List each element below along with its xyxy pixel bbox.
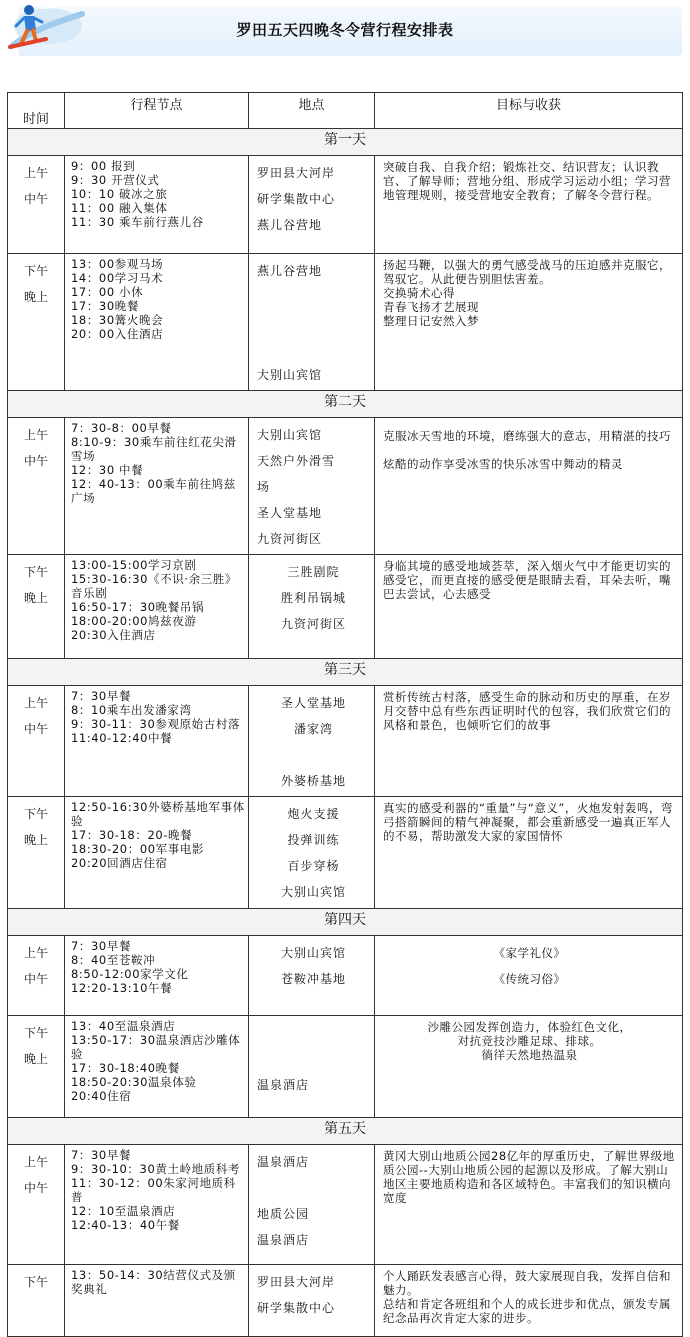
- location-item: 潘家湾: [293, 722, 333, 736]
- node-item: 12：30 中餐: [71, 463, 144, 477]
- location-item: 胜利吊锅城: [280, 591, 346, 605]
- node-item: 8：10乘车出发潘家湾: [71, 703, 192, 717]
- day-label: 第四天: [8, 909, 683, 936]
- node-item: 17：30-18:40晚餐: [71, 1061, 180, 1075]
- schedule-row: [8, 686, 683, 797]
- location-item: [257, 1175, 370, 1201]
- time-slot: 晚上: [23, 833, 48, 847]
- location-item: 大别山宾馆: [280, 946, 346, 960]
- node-item: 12：10至温泉酒店: [71, 1204, 176, 1218]
- header-goal: 目标与收获: [375, 93, 683, 129]
- node-item: 13:00-15:00学习京剧: [71, 558, 197, 572]
- location-item: 圣人堂基地: [280, 696, 346, 710]
- day-row: [8, 659, 683, 686]
- time-cell: [8, 1016, 65, 1118]
- location-item: 百步穿杨: [287, 859, 340, 873]
- node-item: 12:40-13：40午餐: [71, 1218, 180, 1232]
- location-item: [257, 742, 370, 768]
- location-item: 研学集散中心: [257, 192, 336, 206]
- node-item: 20:30入住酒店: [71, 628, 156, 642]
- node-item: 13：00参观马场: [71, 257, 164, 271]
- page-title: 罗田五天四晚冬令营行程安排表: [236, 21, 454, 39]
- location-cell: [249, 797, 375, 909]
- time-slot: 上午: [23, 166, 48, 180]
- location-cell: [249, 1265, 375, 1337]
- day-row: [8, 1118, 683, 1145]
- node-cell: [65, 1145, 249, 1265]
- location-item: 燕儿谷营地: [257, 218, 323, 232]
- location-cell: [249, 418, 375, 555]
- goal-cell: [375, 1265, 683, 1337]
- node-item: 9：00 报到: [71, 159, 136, 173]
- time-slot: 晚上: [23, 1052, 48, 1066]
- time-cell: [8, 1265, 65, 1337]
- goal-text: 个人踊跃发表感言心得，鼓大家展现自我，发挥自信和魅力。 总结和肯定各班组和个人的成长进步和优点，颁发专属纪念品再次肯定大家的进步。: [383, 1269, 671, 1325]
- location-item: 投弹训练: [287, 833, 340, 847]
- time-slot: 中午: [23, 972, 48, 986]
- time-slot: 上午: [23, 696, 48, 710]
- node-item: 9：30-10：30黄土岭地质科考: [71, 1162, 241, 1176]
- location-item: 燕儿谷营地: [257, 264, 323, 278]
- location-cell: [249, 686, 375, 797]
- node-item: 9：30-11：30参观原始古村落: [71, 717, 241, 731]
- location-item: 温泉酒店: [257, 1155, 310, 1169]
- node-item: 8：40至苍鞍冲: [71, 953, 156, 967]
- location-item: 大别山宾馆: [280, 885, 346, 899]
- node-item: 13:50-17：30温泉酒店沙雕体验: [71, 1033, 241, 1061]
- goal-text: 真实的感受利器的“重量”与“意义”，火炮发射轰鸣，弯弓搭箭瞬间的精气神凝聚，都会重新感受一遍真正军人的不易，帮助激发大家的家国情怀: [383, 801, 673, 843]
- node-item: 20：00入住酒店: [71, 327, 164, 341]
- node-cell: [65, 1265, 249, 1337]
- time-cell: [8, 555, 65, 659]
- schedule-row: [8, 418, 683, 555]
- day-label: 第五天: [8, 1118, 683, 1145]
- location-item: 天然户外滑雪: [257, 454, 336, 468]
- node-item: 7：30早餐: [71, 1148, 132, 1162]
- location-cell: [249, 1016, 375, 1118]
- location-item: [257, 310, 370, 336]
- goal-cell: [375, 418, 683, 555]
- location-cell: [249, 1145, 375, 1265]
- schedule-row: [8, 555, 683, 659]
- time-cell: [8, 1145, 65, 1265]
- day-label: 第三天: [8, 659, 683, 686]
- location-item: 温泉酒店: [257, 1233, 310, 1247]
- location-item: 地质公园: [257, 1207, 310, 1221]
- node-item: 12:20-13:10午餐: [71, 981, 173, 995]
- goal-text: 突破自我、自我介绍；锻炼社交、结识营友；认识教官、了解导师；营地分组、形成学习运动小组；学习营地管理规则，接受营地安全教育；了解冬令营行程。: [383, 160, 671, 202]
- goal-cell: [375, 555, 683, 659]
- node-item: 18：30篝火晚会: [71, 313, 164, 327]
- node-item: 16:50-17：30晚餐吊锅: [71, 600, 205, 614]
- node-cell: [65, 156, 249, 254]
- schedule-row: [8, 1145, 683, 1265]
- time-slot: 晚上: [23, 591, 48, 605]
- node-item: 12：40-13：00乘车前往鸠兹广场: [71, 477, 236, 505]
- time-slot: 晚上: [23, 290, 48, 304]
- time-cell: [8, 686, 65, 797]
- schedule-row: [8, 797, 683, 909]
- node-cell: [65, 418, 249, 555]
- node-item: 13：50-14：30结营仪式及颁奖典礼: [71, 1268, 236, 1296]
- goal-text: 克服冰天雪地的环境，磨练强大的意志，用精湛的技巧炫酷的动作享受冰雪的快乐冰雪中舞动的精灵: [383, 429, 671, 471]
- day-label: 第一天: [8, 129, 683, 156]
- location-item: 温泉酒店: [257, 1078, 310, 1092]
- location-cell: [249, 555, 375, 659]
- goal-cell: [375, 1016, 683, 1118]
- node-item: 18:50-20:30温泉体验: [71, 1075, 197, 1089]
- location-item: 大别山宾馆: [257, 428, 323, 442]
- goal-text: 扬起马鞭，以强大的勇气感受战马的压迫感并克服它，驾驭它。从此便告别胆怯害羞。 交换骑术心得 青春飞扬才艺展现 整理日记安然入梦: [383, 258, 671, 328]
- time-slot: 中午: [23, 192, 48, 206]
- time-slot: 中午: [23, 722, 48, 736]
- goal-text: 沙雕公园发挥创造力，体验红色文化， 对抗竞技沙雕足球、排球。 徜徉天然地热温泉: [427, 1020, 632, 1062]
- goal-cell: [375, 686, 683, 797]
- node-item: 7：30早餐: [71, 939, 132, 953]
- time-cell: [8, 254, 65, 391]
- node-item: 20:20回酒店住宿: [71, 856, 168, 870]
- goal-cell: [375, 156, 683, 254]
- node-item: 11：00 融入集体: [71, 201, 168, 215]
- location-item: 九资河街区: [280, 617, 346, 631]
- node-item: 14：00学习马术: [71, 271, 164, 285]
- node-item: 7：30-8：00早餐: [71, 421, 172, 435]
- node-item: 17：30晚餐: [71, 299, 139, 313]
- node-item: 17：00 小休: [71, 285, 144, 299]
- location-item: 场: [257, 480, 271, 494]
- goal-cell: [375, 254, 683, 391]
- schedule-row: [8, 936, 683, 1016]
- location-item: 研学集散中心: [257, 1301, 336, 1315]
- schedule-row: [8, 254, 683, 391]
- time-cell: [8, 418, 65, 555]
- location-item: [257, 1020, 370, 1046]
- time-slot: 下午: [23, 1026, 48, 1040]
- node-item: 11：30 乘车前行燕儿谷: [71, 215, 204, 229]
- day-label: 第二天: [8, 391, 683, 418]
- node-cell: [65, 797, 249, 909]
- time-slot: 中午: [23, 454, 48, 468]
- location-item: 苍鞍冲基地: [280, 972, 346, 986]
- node-item: 18:00-20:00鸠兹夜游: [71, 614, 197, 628]
- header-location: 地点: [249, 93, 375, 129]
- goal-item: 《家学礼仪》: [493, 946, 566, 960]
- node-item: 10：10 破冰之旅: [71, 187, 168, 201]
- goal-text: 黄冈大别山地质公园28亿年的厚重历史，了解世界级地质公园--大别山地质公园的起源以及形成。了解大别山地区主要地质构造和各区域特色。丰富我们的知识横向宽度: [383, 1149, 675, 1205]
- node-item: 12:50-16:30外婆桥基地军事体验: [71, 800, 245, 828]
- schedule-row: [8, 156, 683, 254]
- location-cell: [249, 156, 375, 254]
- node-cell: [65, 936, 249, 1016]
- time-slot: 下午: [23, 807, 48, 821]
- location-item: 罗田县大河岸: [257, 1275, 336, 1289]
- time-cell: [8, 936, 65, 1016]
- day-row: [8, 129, 683, 156]
- location-item: 三胜剧院: [287, 565, 340, 579]
- day-row: [8, 391, 683, 418]
- schedule-row: [8, 1265, 683, 1337]
- node-item: 7：30早餐: [71, 689, 132, 703]
- day-row: [8, 909, 683, 936]
- time-slot: 下午: [23, 1275, 48, 1289]
- time-slot: 下午: [23, 264, 48, 278]
- node-item: 8:10-9：30乘车前往红花尖滑雪场: [71, 435, 237, 463]
- time-cell: [8, 156, 65, 254]
- node-cell: [65, 254, 249, 391]
- header-time: 时间: [8, 93, 65, 129]
- header: [0, 0, 690, 62]
- location-item: 九资河街区: [257, 532, 323, 546]
- location-cell: [249, 254, 375, 391]
- node-item: 15:30-16:30《不识·余三胜》音乐剧: [71, 572, 237, 600]
- header-node: 行程节点: [65, 93, 249, 129]
- node-item: 13：40至温泉酒店: [71, 1019, 176, 1033]
- location-item: [257, 1046, 370, 1072]
- goal-item: 《传统习俗》: [493, 972, 566, 986]
- location-item: 炮火支援: [287, 807, 340, 821]
- node-item: 17：30-18：20-晚餐: [71, 828, 193, 842]
- node-item: 8:50-12:00家学文化: [71, 967, 189, 981]
- location-item: [257, 336, 370, 362]
- node-item: 11:40-12:40中餐: [71, 731, 173, 745]
- time-slot: 上午: [23, 946, 48, 960]
- goal-text: 身临其境的感受地域荟萃，深入烟火气中才能更切实的感受它，而更直接的感受便是眼睛去看，耳朵去听，嘴巴去尝试，心去感受: [383, 559, 671, 601]
- time-slot: 上午: [23, 1155, 48, 1169]
- node-item: 11：30-12：00朱家河地质科普: [71, 1176, 236, 1204]
- location-item: 罗田县大河岸: [257, 166, 336, 180]
- schedule-row: [8, 1016, 683, 1118]
- node-item: 18:30-20：00军事电影: [71, 842, 205, 856]
- goal-cell: [375, 797, 683, 909]
- location-item: 外婆桥基地: [280, 774, 346, 788]
- location-cell: [249, 936, 375, 1016]
- schedule-table: [7, 92, 683, 1337]
- location-item: 大别山宾馆: [257, 368, 323, 382]
- location-item: 圣人堂基地: [257, 506, 323, 520]
- time-slot: 中午: [23, 1181, 48, 1195]
- goal-text: 赏析传统古村落，感受生命的脉动和历史的厚重，在岁月交替中总有些东西证明时代的包容，我们欣赏它们的风格和景色，也倾听它们的故事: [383, 690, 671, 732]
- node-cell: [65, 555, 249, 659]
- goal-cell: [375, 1145, 683, 1265]
- location-item: [257, 284, 370, 310]
- node-cell: [65, 1016, 249, 1118]
- node-item: 9：30 开营仪式: [71, 173, 160, 187]
- time-slot: 上午: [23, 428, 48, 442]
- node-cell: [65, 686, 249, 797]
- time-slot: 下午: [23, 565, 48, 579]
- time-cell: [8, 797, 65, 909]
- goal-cell: [375, 936, 683, 1016]
- header-row: [8, 93, 683, 129]
- node-item: 20:40住宿: [71, 1089, 132, 1103]
